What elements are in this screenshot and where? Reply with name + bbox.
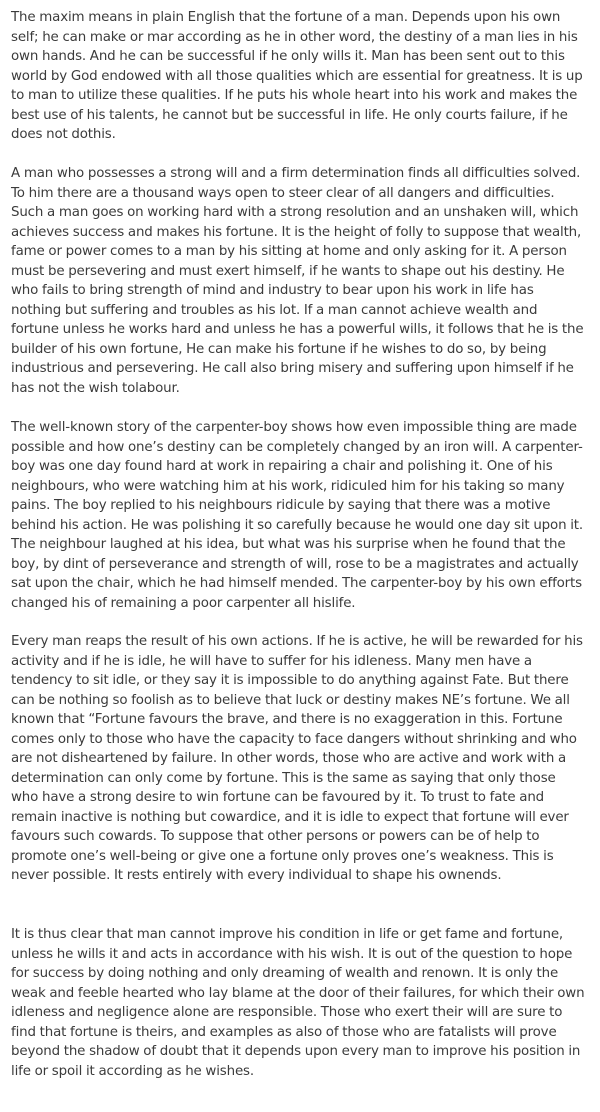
paragraph-3: The well-known story of the carpenter-boy shows how even impossible thing are made possible and how one’s destiny can be completely changed by an iron will. A carpenter-boy was one day found hard at work in repairing a chair and polishing it. One of his neighbours, who were watching him at his work, ridiculed him for his taking so many pains. The boy replied to his neighbours ridicule by saying that there was a motive behind his action. He was polishing it so carefully because he would one day sit upon it. The neighbour laughed at his idea, but what was his surprise when he found that the boy, by dint of perseverance and strength of will, rose to be a magistrates and actually sat upon the chair, which he had himself mended. The carpenter-boy by his own efforts changed his of remaining a poor carpenter all hislife. [11, 420, 583, 611]
paragraph-1: The maxim means in plain English that the fortune of a man. Depends upon his own self; he can make or mar according as he in other word, the destiny of a man lies in his own hands. And he can be successful if he only wills it. Man has been sent out to this world by God endowed with all those qualities which are essential for greatness. It is up to man to utilize these qualities. If he puts his whole heart into his work and makes the best use of his talents, he cannot but be successful in life. He only courts failure, if he does not dothis. [11, 10, 583, 142]
paragraph-4: Every man reaps the result of his own actions. If he is active, he will be rewarded for his activity and if he is idle, he will have to suffer for his idleness. Many men have a tendency to sit idle, or they say it is impossible to do anything against Fate. But there can be nothing so foolish as to believe that luck or destiny makes NE’s fortune. We all known that “Fortune favours the brave, and there is no exaggeration in this. Fortune comes only to those who have the capacity to face dangers without shrinking and who are not disheartened by failure. In other words, those who are active and work with a determination can only come by fortune. This is the same as saying that only those who have a strong desire to win fortune can be favoured by it. To trust to fate and remain inactive is nothing but cowardice, and it is idle to expect that fortune will ever favours such cowards. To suppose that other persons or powers can be of help to promote one’s well-being or give one a fortune only proves one’s weakness. This is never possible. It rests entirely with every individual to shape his ownends. [11, 634, 583, 883]
paragraph-2: A man who possesses a strong will and a firm determination finds all difficulties solved. To him there are a thousand ways open to steer clear of all dangers and difficulties. Such a man goes on working hard with a strong resolution and an unshaken will, which achieves success and makes his fortune. It is the height of folly to suppose that wealth, fame or power comes to a man by his sitting at home and only asking for it. A person must be persevering and must exert himself, if he wants to shape out his destiny. He who fails to bring strength of mind and industry to bear upon his work in life has nothing but suffering and troubles as his lot. If a man cannot achieve wealth and fortune unless he works hard and unless he has a powerful wills, it follows that he is the builder of his own fortune, He can make his fortune if he wishes to do so, by being industrious and persevering. He call also bring misery and suffering upon himself if he has not the wish tolabour. [11, 166, 584, 396]
paragraph-5: It is thus clear that man cannot improve his condition in life or get fame and fortune, unless he wills it and acts in accordance with his wish. It is out of the question to hope for success by doing nothing and only dreaming of wealth and renown. It is only the weak and feeble hearted who lay blame at the door of their failures, for which their own idleness and negligence alone are responsible. Those who exert their will are sure to find that fortune is theirs, and examples as also of those who are fatalists will prove beyond the shadow of doubt that it depends upon every man to improve his position in life or spoil it according as he wishes. [11, 927, 585, 1079]
